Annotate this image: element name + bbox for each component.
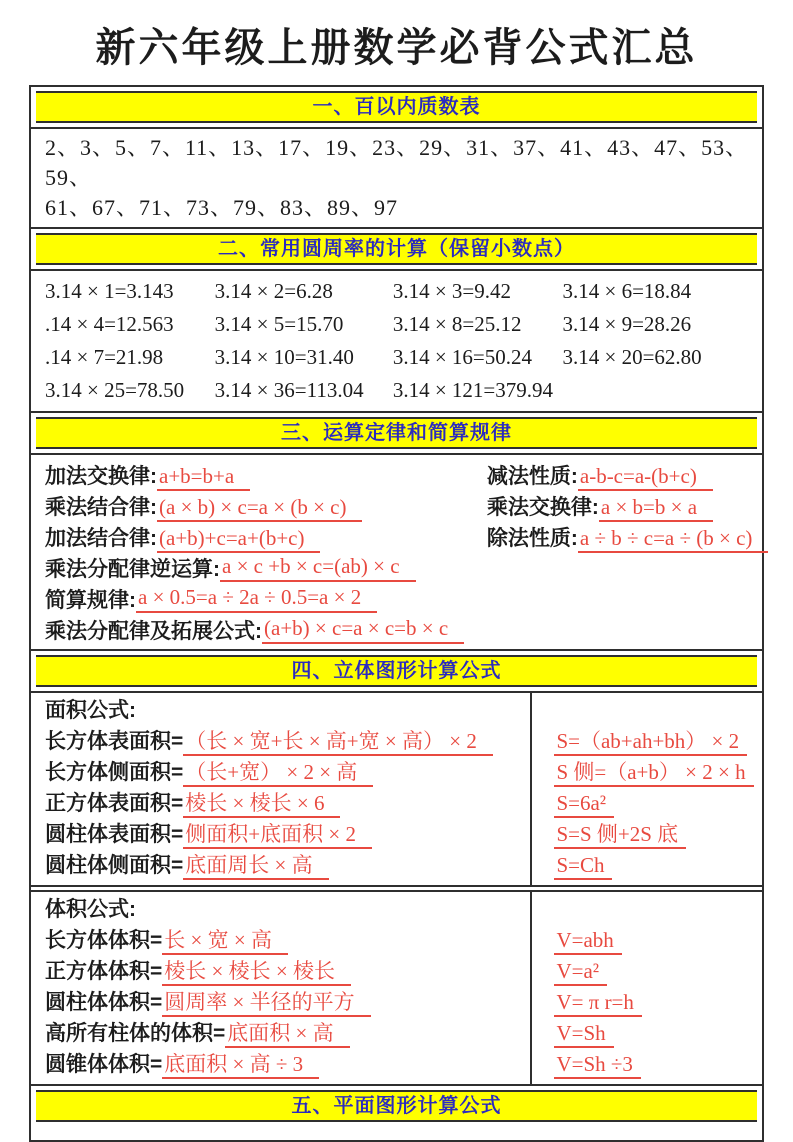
section-1-heading: 一、百以内质数表 xyxy=(312,96,481,118)
formula-text: 棱长 × 棱长 × 6 xyxy=(183,791,340,818)
section-3-banner xyxy=(36,417,757,449)
law-label: 除法性质: xyxy=(486,526,578,550)
formula-label: 圆柱体体积= xyxy=(45,991,163,1014)
law-item xyxy=(487,460,752,490)
law-formula: a × 0.5=a ÷ 2a ÷ 0.5=a × 2 xyxy=(136,585,377,613)
page-title: 新六年级上册数学必背公式汇总 xyxy=(95,25,698,70)
formula-label: 圆柱体侧面积= xyxy=(45,854,184,877)
formula-row xyxy=(45,788,530,819)
pi-cell: 3.14 × 9=28.26 xyxy=(562,312,692,336)
formula-label: 正方体表面积= xyxy=(45,792,184,815)
formula-label: 长方体侧面积= xyxy=(45,761,184,784)
formula-row xyxy=(45,987,530,1018)
formula-row xyxy=(45,757,530,788)
pi-multiplication-table xyxy=(31,269,762,413)
law-formula: a-b-c=a-(b+c) xyxy=(578,464,713,491)
formula-row xyxy=(45,1049,530,1080)
formula-row xyxy=(45,726,530,757)
law-row xyxy=(45,521,752,552)
pi-cell: 3.14 × 2=6.28 xyxy=(214,279,333,303)
volume-block xyxy=(31,890,762,1086)
formula-text: （长+宽） × 2 × 高 xyxy=(183,760,373,787)
formula-row xyxy=(45,956,530,987)
symbol-row xyxy=(554,757,762,788)
symbol-formula: S=（ab+ah+bh） × 2 xyxy=(554,729,747,756)
symbol-row xyxy=(554,850,762,881)
law-formula: a ÷ b ÷ c=a ÷ (b × c) xyxy=(578,526,769,553)
volume-formula-column xyxy=(31,892,532,1084)
pi-cell: .14 × 4=12.563 xyxy=(45,312,174,336)
law-label: 加法交换律: xyxy=(45,464,157,488)
section-4-heading: 四、立体图形计算公式 xyxy=(291,660,502,682)
formula-label: 长方体体积= xyxy=(45,929,163,952)
document-page xyxy=(0,16,793,1142)
symbol-row xyxy=(554,788,762,819)
pi-cell: 3.14 × 3=9.42 xyxy=(392,279,512,303)
formula-text: 侧面积+底面积 × 2 xyxy=(183,822,372,849)
formula-text: 长 × 宽 × 高 xyxy=(162,928,288,955)
law-label: 简算规律: xyxy=(45,588,136,612)
symbol-row xyxy=(554,1049,762,1080)
law-row xyxy=(45,614,752,645)
prime-list-section xyxy=(31,127,762,229)
symbol-formula: S=S 侧+2S 底 xyxy=(554,822,686,849)
section-5-banner xyxy=(36,1090,757,1122)
law-row xyxy=(45,490,752,521)
formula-row xyxy=(45,819,530,850)
section-3-heading: 三、运算定律和简算规律 xyxy=(281,422,512,444)
law-formula: (a × b) × c=a × (b × c) xyxy=(157,495,362,522)
pi-cell: 3.14 × 121=379.94 xyxy=(392,378,554,402)
law-formula: a × c +b × c=(ab) × c xyxy=(220,554,416,582)
pi-cell: 3.14 × 1=3.143 xyxy=(45,279,174,303)
formula-row xyxy=(45,925,530,956)
section-1-banner xyxy=(36,91,757,123)
symbol-row xyxy=(554,819,762,850)
law-formula: a+b=b+a xyxy=(157,464,250,491)
formula-label: 高所有柱体的体积= xyxy=(45,1022,226,1045)
prime-list-line-2: 61、67、71、73、79、83、89、97 xyxy=(45,195,399,220)
law-formula: a × b=b × a xyxy=(599,495,713,522)
operation-laws-section xyxy=(31,453,762,651)
formula-label: 圆柱体表面积= xyxy=(45,823,184,846)
pi-cell: 3.14 × 6=18.84 xyxy=(562,279,692,303)
formula-text: 底面周长 × 高 xyxy=(183,853,328,880)
symbol-formula: V= π r=h xyxy=(554,990,641,1017)
law-label: 乘法结合律: xyxy=(45,495,157,519)
law-row xyxy=(45,459,752,490)
pi-cell: 3.14 × 25=78.50 xyxy=(45,378,185,402)
law-item xyxy=(487,491,752,521)
law-label: 乘法分配律及拓展公式: xyxy=(45,619,262,643)
symbol-formula: V=a² xyxy=(554,959,607,986)
prime-list-line-1: 2、3、5、7、11、13、17、19、23、29、31、37、41、43、47、53、59、 xyxy=(45,135,749,190)
law-formula: (a+b)+c=a+(b+c) xyxy=(157,526,320,553)
law-item xyxy=(45,491,487,521)
pi-cell xyxy=(563,374,752,407)
volume-symbol-column xyxy=(532,892,762,1084)
section-2-heading: 二、常用圆周率的计算（保留小数点） xyxy=(218,238,575,260)
pi-cell: 3.14 × 10=31.40 xyxy=(214,345,354,369)
symbol-row xyxy=(554,925,762,956)
symbol-formula: S 侧=（a+b） × 2 × h xyxy=(554,760,753,787)
formula-text: 圆周率 × 半径的平方 xyxy=(162,990,370,1017)
formula-row xyxy=(45,850,530,881)
symbol-formula: V=Sh ÷3 xyxy=(554,1052,640,1079)
symbol-formula: S=Ch xyxy=(554,853,612,880)
formula-label: 正方体体积= xyxy=(45,960,163,983)
symbol-row xyxy=(554,726,762,757)
law-label: 乘法交换律: xyxy=(486,495,599,519)
pi-cell: 3.14 × 36=113.04 xyxy=(214,378,364,402)
formula-text: 棱长 × 棱长 × 棱长 xyxy=(162,959,351,986)
pi-cell: .14 × 7=21.98 xyxy=(45,345,164,369)
law-row xyxy=(45,583,752,614)
law-item xyxy=(45,460,487,490)
section-5-heading: 五、平面图形计算公式 xyxy=(291,1095,502,1117)
symbol-row xyxy=(554,1018,762,1049)
area-block-title: 面积公式: xyxy=(45,699,136,722)
formula-row xyxy=(45,1018,530,1049)
law-item xyxy=(487,522,769,552)
volume-block-title: 体积公式: xyxy=(45,898,136,921)
law-label: 乘法分配律逆运算: xyxy=(45,557,220,581)
formula-text: 底面积 × 高 ÷ 3 xyxy=(162,1052,319,1079)
formula-label: 圆锥体体积= xyxy=(45,1053,163,1076)
law-label: 减法性质: xyxy=(486,464,578,488)
symbol-formula: V=abh xyxy=(554,928,621,955)
formula-table xyxy=(29,85,764,1142)
spacer xyxy=(554,894,762,925)
law-formula: (a+b) × c=a × c=b × c xyxy=(262,616,464,644)
section-4-banner xyxy=(36,655,757,687)
symbol-row xyxy=(554,956,762,987)
law-label: 加法结合律: xyxy=(45,526,157,550)
law-row xyxy=(45,552,752,583)
law-item xyxy=(45,522,487,552)
pi-cell: 3.14 × 5=15.70 xyxy=(214,312,344,336)
symbol-formula: S=6a² xyxy=(554,791,614,818)
surface-area-block xyxy=(31,691,762,887)
pi-cell: 3.14 × 8=25.12 xyxy=(392,312,522,336)
pi-cell: 3.14 × 20=62.80 xyxy=(562,345,702,369)
formula-label: 长方体表面积= xyxy=(45,730,184,753)
area-symbol-column xyxy=(532,693,762,885)
section-2-banner xyxy=(36,233,757,265)
symbol-row xyxy=(554,987,762,1018)
formula-text: 底面积 × 高 xyxy=(225,1021,349,1048)
pi-cell: 3.14 × 16=50.24 xyxy=(392,345,533,369)
area-formula-column xyxy=(31,693,532,885)
formula-text: （长 × 宽+长 × 高+宽 × 高） × 2 xyxy=(183,729,493,756)
spacer xyxy=(554,695,762,726)
symbol-formula: V=Sh xyxy=(554,1021,613,1048)
